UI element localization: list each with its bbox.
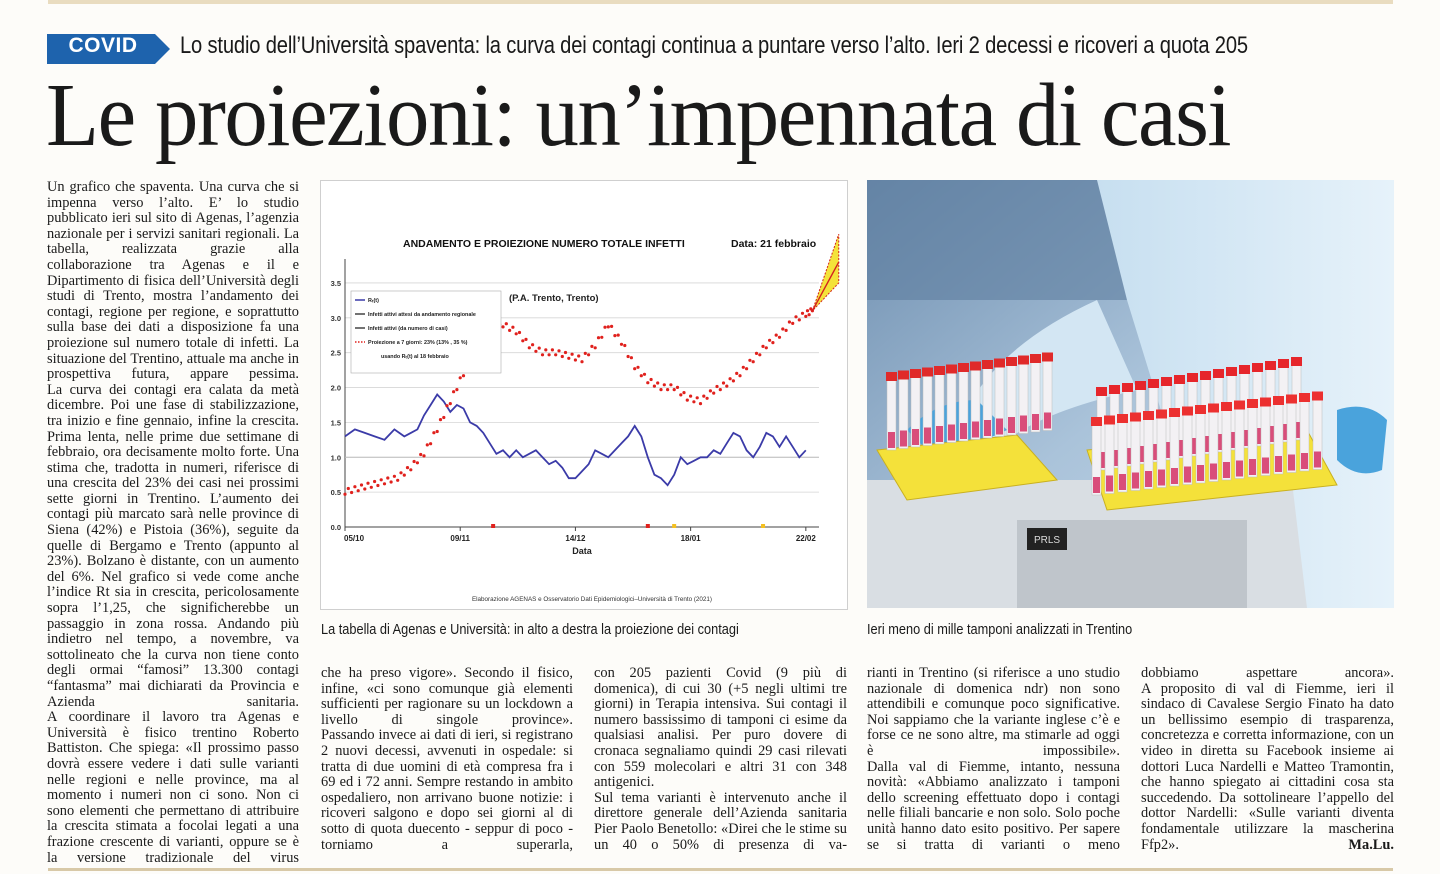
- tube-cap: [1213, 369, 1224, 378]
- infetti-point: [518, 331, 521, 334]
- infetti-point: [755, 352, 758, 355]
- infetti-point: [406, 466, 409, 469]
- infetti-point: [785, 329, 788, 332]
- tube-cap: [1042, 353, 1053, 362]
- infetti-point: [363, 487, 366, 490]
- tube-cap: [1234, 401, 1245, 410]
- infetti-point: [722, 381, 725, 384]
- tube-cap: [1195, 405, 1206, 414]
- headline: Le proiezioni: un’impennata di casi: [46, 66, 1231, 165]
- bottom-rule: [48, 868, 1393, 871]
- legend-entry: Infetti attivi attesi da andamento regionale: [368, 312, 476, 318]
- tube-cap: [1117, 414, 1128, 423]
- infetti-point: [548, 353, 551, 356]
- axis-marker: [491, 524, 495, 528]
- infetti-point: [646, 381, 649, 384]
- infetti-point: [370, 486, 373, 489]
- infetti-point: [561, 355, 564, 358]
- tube-cap: [1161, 377, 1172, 386]
- infetti-point: [653, 385, 656, 388]
- tube-sample: [1301, 453, 1308, 469]
- article-column-1: [47, 180, 299, 866]
- chart-date-label: Data: 21 febbraio: [731, 238, 817, 250]
- tube-sample: [924, 428, 931, 444]
- infetti-point: [442, 416, 445, 419]
- infetti-point: [613, 334, 616, 337]
- y-tick-label: 0.0: [330, 523, 341, 532]
- infetti-point: [590, 345, 593, 348]
- lab-photo-illustration: [867, 180, 1394, 608]
- infetti-point: [617, 334, 620, 337]
- tube-cap: [1278, 359, 1289, 368]
- tube-cap: [1247, 399, 1258, 408]
- tube-sample: [1119, 474, 1126, 490]
- tube-sample: [1236, 461, 1243, 477]
- legend-entry: Proiezione a 7 giorni: 23% (13% , 35 %): [368, 340, 468, 346]
- infetti-point: [459, 376, 462, 379]
- tube-sample: [960, 423, 967, 439]
- infetti-point: [432, 431, 435, 434]
- tube-sample: [1132, 473, 1139, 489]
- author-signature: Ma.Lu.: [1348, 836, 1394, 853]
- infetti-point: [396, 479, 399, 482]
- infetti-point: [511, 326, 514, 329]
- infetti-point: [580, 360, 583, 363]
- tube-cap: [1169, 408, 1180, 417]
- infetti-point: [376, 484, 379, 487]
- infetti-point: [390, 480, 393, 483]
- legend-entry: usando Rₜ(t) al 18 febbraio: [381, 354, 449, 360]
- infetti-point: [357, 489, 360, 492]
- tube-sample: [996, 419, 1003, 435]
- tube-sample: [1249, 459, 1256, 475]
- infetti-point: [666, 388, 669, 391]
- chart-figure: [320, 180, 848, 610]
- infetti-point: [659, 388, 662, 391]
- tube-cap: [946, 365, 957, 374]
- tube-cap: [970, 362, 981, 371]
- x-tick-label: 14/12: [565, 534, 586, 543]
- tube-sample: [1020, 416, 1027, 432]
- tube-sample: [1008, 417, 1015, 433]
- infetti-point: [735, 372, 738, 375]
- tube-cap: [1221, 402, 1232, 411]
- infetti-point: [416, 461, 419, 464]
- tube-cap: [1130, 413, 1141, 422]
- tube-cap: [982, 360, 993, 369]
- infetti-point: [501, 325, 504, 328]
- infetti-point: [455, 388, 458, 391]
- infetti-point: [709, 389, 712, 392]
- infetti-point: [781, 327, 784, 330]
- tube-cap: [1122, 383, 1133, 392]
- tube-sample: [1184, 467, 1191, 483]
- infetti-point: [600, 336, 603, 339]
- infetti-point: [462, 374, 465, 377]
- infetti-point: [630, 356, 633, 359]
- tube-sample: [1262, 458, 1269, 474]
- infetti-point: [732, 379, 735, 382]
- infetti-point: [571, 353, 574, 356]
- infetti-point: [699, 402, 702, 405]
- paragraph: Sul tema varianti è intervenuto anche il direttore generale dell’Azienda sanitaria Pier Paolo Benetollo: «Direi che le stime su un 40 o 50% di presenza di va-: [594, 789, 847, 853]
- infetti-point: [419, 453, 422, 456]
- infetti-point: [347, 487, 350, 490]
- paragraph: che ha preso vigore». Secondo il fisico, infine, «ci sono comunque già elementi sufficienti per ragionare su un lockdown a livello di singole province».: [321, 665, 573, 728]
- tube-cap: [1265, 361, 1276, 370]
- infetti-point: [610, 325, 613, 328]
- infetti-point: [627, 355, 630, 358]
- infetti-point: [373, 480, 376, 483]
- infetti-point: [541, 353, 544, 356]
- infetti-point: [650, 378, 653, 381]
- tube-sample: [888, 432, 895, 448]
- infetti-point: [544, 348, 547, 351]
- tube-cap: [886, 372, 897, 381]
- infetti-point: [636, 366, 639, 369]
- tube-sample: [936, 426, 943, 442]
- infetti-point: [528, 346, 531, 349]
- article-column-2: [321, 666, 573, 853]
- infetti-point: [508, 329, 511, 332]
- tube-cap: [1260, 398, 1271, 407]
- infetti-point: [686, 399, 689, 402]
- infetti-point: [393, 475, 396, 478]
- infetti-point: [712, 392, 715, 395]
- infetti-point: [422, 454, 425, 457]
- infetti-point: [669, 383, 672, 386]
- axis-marker: [646, 524, 650, 528]
- infetti-point: [383, 482, 386, 485]
- y-tick-label: 2.0: [330, 383, 341, 393]
- infetti-point: [505, 322, 508, 325]
- infetti-point: [343, 493, 346, 496]
- infetti-point: [360, 483, 363, 486]
- section-tag: [47, 34, 171, 64]
- tube-sample: [1093, 477, 1100, 493]
- x-axis-label: Data: [572, 546, 592, 556]
- tube-cap: [958, 363, 969, 372]
- infetti-point: [676, 386, 679, 389]
- infetti-point: [449, 402, 452, 405]
- infetti-point: [521, 339, 524, 342]
- infetti-point: [794, 315, 797, 318]
- infetti-point: [380, 478, 383, 481]
- infetti-point: [564, 351, 567, 354]
- infetti-point: [607, 325, 610, 328]
- infetti-point: [765, 346, 768, 349]
- infetti-point: [445, 404, 448, 407]
- axis-marker: [672, 524, 676, 528]
- paragraph-last: [1141, 682, 1394, 854]
- tube-cap: [1182, 407, 1193, 416]
- x-tick-label: 22/02: [795, 534, 816, 543]
- infetti-point: [551, 348, 554, 351]
- infetti-point: [439, 418, 442, 421]
- infetti-point: [679, 393, 682, 396]
- tube-sample: [1210, 464, 1217, 480]
- projection-band: [812, 234, 838, 311]
- tube-sample: [984, 420, 991, 436]
- paragraph: Passando invece ai dati di ieri, si registrano 2 nuovi decessi, avvenuti in ospedale: si tratta di due uomini di età compresa fra i 69 ed i 72 anni. Sempre restando in ambito ospedaliero, non arrivano buone notizie: i ricoveri salgono e dopo sei giorni al di sotto di quota duecento - seppur di poco - torniamo a superarla,: [321, 727, 573, 853]
- infetti-point: [801, 312, 804, 315]
- infetti-point: [752, 360, 755, 363]
- tube-cap: [922, 368, 933, 377]
- chart-caption: La tabella di Agenas e Università: in alto a destra la proiezione dei contagi: [321, 622, 739, 638]
- chart-source: Elaborazione AGENAS e Osservatorio Dati Epidemiologici–Università di Trento (2021): [471, 596, 713, 603]
- tube-sample: [1314, 452, 1321, 468]
- infetti-point: [524, 338, 527, 341]
- infetti-point: [436, 430, 439, 433]
- tube-cap: [1096, 387, 1107, 396]
- paragraph: La curva dei contagi era calata da metà dicembre. Poi une fase di stabilizzazione, tra inizio e fine gennaio, infine la crescita. Prima lenta, nelle prime due settimane di febbraio, ora decisamente molto forte. Una stima che, tradotta in numeri, riferisce di una crescita del 23% dei casi nei prossimi sette giorni in Trentino. L’aumento dei contagi più marcato sarà nelle province di Siena (42%) e Pistoia (36%), seguite da quelle di Bergamo e Trento (appunto al 23%). Bolzano è distante, con un aumento del 6%. Nel grafico si vede come anche l’indice Rt sia in crescita, pericolosamente sopra l’1,25, che significherebbe un passaggio in zona rossa. Andando più indietro nel tempo, a novembre, va sottolineato che la curva non tiene conto degli ormai “famosi” 13.300 contagi “fantasma” mai dichiarati da Provincia e Azienda sanitaria.: [47, 381, 299, 710]
- tube-cap: [1252, 363, 1263, 372]
- paragraph: rianti in Trentino (si riferisce a uno studio nazionale di domenica ndr) non sono attendibili e comunque poco significative. Noi sappiamo che la variante inglese c’è e forse ce ne sono altre, ma stimarle ad oggi è impossibile».: [867, 665, 1120, 759]
- paragraph: con 205 pazienti Covid (9 più di domenica), di cui 30 (+5 negli ultimi tre giorni) in Terapia intensiva. Sui contagi il numero bassissimo di tamponi ci esime da qualsiasi analisi. Per puro dovere di cronaca segnaliamo quindi 29 casi rilevati con 559 molecolari e altri 31 con 348 antigenici.: [594, 665, 847, 791]
- infetti-point: [715, 385, 718, 388]
- infetti-point: [366, 482, 369, 485]
- tube-sample: [948, 425, 955, 441]
- infetti-point: [587, 353, 590, 356]
- infetti-point: [771, 341, 774, 344]
- infetti-point: [725, 385, 728, 388]
- tube-cap: [1286, 395, 1297, 404]
- chart-svg: [321, 181, 847, 609]
- infetti-point: [603, 326, 606, 329]
- axis-marker: [761, 524, 765, 528]
- paragraph: dobbiamo aspettare ancora».: [1141, 665, 1394, 681]
- infetti-point: [768, 339, 771, 342]
- rt-series-line: [345, 395, 806, 486]
- tube-sample: [1275, 456, 1282, 472]
- lab-photo: [867, 180, 1394, 608]
- tube-sample: [1171, 468, 1178, 484]
- infetti-point: [515, 332, 518, 335]
- infetti-point: [409, 468, 412, 471]
- chart-annotation: (P.A. Trento, Trento): [509, 293, 599, 304]
- tube-cap: [1208, 404, 1219, 413]
- tube-sample: [900, 431, 907, 447]
- tube-cap: [1239, 365, 1250, 374]
- tube-cap: [994, 359, 1005, 368]
- section-tag-label: COVID: [68, 34, 138, 57]
- tube-cap: [1226, 367, 1237, 376]
- y-tick-label: 2.5: [330, 348, 341, 358]
- tube-cap: [1174, 375, 1185, 384]
- x-tick-label: 18/01: [680, 534, 701, 543]
- tube-cap: [1312, 392, 1323, 401]
- infetti-point: [689, 395, 692, 398]
- chart-title: ANDAMENTO E PROIEZIONE NUMERO TOTALE INFETTI: [403, 238, 685, 250]
- article-column-3: [594, 666, 847, 853]
- infetti-point: [692, 400, 695, 403]
- tube-cap: [1148, 379, 1159, 388]
- infetti-point: [386, 476, 389, 479]
- tube-sample: [1158, 470, 1165, 486]
- infetti-point: [429, 442, 432, 445]
- infetti-point: [729, 377, 732, 380]
- tube-cap: [1091, 417, 1102, 426]
- infetti-point: [791, 322, 794, 325]
- tube-cap: [1143, 411, 1154, 420]
- infetti-point: [696, 396, 699, 399]
- infetti-point: [719, 388, 722, 391]
- infetti-point: [567, 357, 570, 360]
- infetti-point: [656, 381, 659, 384]
- infetti-point: [620, 343, 623, 346]
- infetti-point: [758, 353, 761, 356]
- infetti-point: [682, 391, 685, 394]
- infetti-point: [745, 367, 748, 370]
- infetti-point: [426, 443, 429, 446]
- paragraph: Un grafico che spaventa. Una curva che si impenna verso l’alto. E’ lo studio pubblicato ieri sul sito di Agenas, l’agenzia nazionale per i servizi sanitari regionali. La tabella, realizzata grazie alla collaborazione tra Agenas e il e Dipartimento di fisica dell’Università degli studi di Trento, mostra l’andamento dei contagi, regione per regione, e soprattutto sulla base dei dati a disposizione fa una proiezione sul numero totale di infetti. La situazione del Trentino, attuale ma anche in prospettiva futura, appare pessima.: [47, 179, 299, 383]
- tube-cap: [1299, 393, 1310, 402]
- tube-sample: [1197, 465, 1204, 481]
- x-tick-label: 09/11: [450, 534, 470, 543]
- infetti-point: [350, 491, 353, 494]
- infetti-point: [531, 343, 534, 346]
- tube-cap: [1030, 354, 1041, 363]
- infetti-point: [452, 390, 455, 393]
- y-tick-label: 1.5: [330, 418, 341, 428]
- tube-sample: [1288, 455, 1295, 471]
- infetti-point: [778, 336, 781, 339]
- infetti-point: [673, 388, 676, 391]
- infetti-point: [761, 345, 764, 348]
- infetti-point: [702, 395, 705, 398]
- infetti-point: [399, 471, 402, 474]
- tube-sample: [1106, 476, 1113, 492]
- infetti-point: [788, 320, 791, 323]
- tube-cap: [1135, 381, 1146, 390]
- infetti-point: [748, 359, 751, 362]
- legend-entry: Rₜ(t): [368, 298, 379, 304]
- tube-sample: [972, 422, 979, 438]
- infetti-point: [806, 309, 809, 312]
- infetti-point: [594, 346, 597, 349]
- infetti-point: [413, 460, 416, 463]
- infetti-point: [742, 366, 745, 369]
- tube-cap: [1109, 385, 1120, 394]
- tube-cap: [898, 371, 909, 380]
- article-column-4: [867, 666, 1120, 853]
- infetti-point: [775, 334, 778, 337]
- tube-cap: [1273, 396, 1284, 405]
- infetti-point: [804, 315, 807, 318]
- tube-sample: [1223, 462, 1230, 478]
- infetti-point: [808, 313, 811, 316]
- infetti-point: [738, 374, 741, 377]
- y-tick-label: 1.0: [330, 453, 341, 463]
- legend-entry: Infetti attivi (da numero di casi): [368, 326, 448, 332]
- infetti-point: [403, 474, 406, 477]
- article-column-5: [1141, 666, 1394, 853]
- tube-cap: [1187, 373, 1198, 382]
- tube-cap: [1156, 410, 1167, 419]
- rack-label-text: PRLS: [1033, 535, 1061, 546]
- infetti-point: [706, 397, 709, 400]
- infetti-point: [798, 318, 801, 321]
- tube-cap: [1104, 416, 1115, 425]
- y-tick-label: 0.5: [330, 488, 341, 498]
- x-tick-label: 05/10: [344, 534, 365, 543]
- top-rule: [48, 0, 1393, 4]
- tube-cap: [1018, 356, 1029, 365]
- photo-caption: Ieri meno di mille tamponi analizzati in Trentino: [867, 622, 1133, 638]
- tube-cap: [1291, 357, 1302, 366]
- infetti-point: [353, 485, 356, 488]
- tube-cap: [934, 366, 945, 375]
- tube-cap: [910, 369, 921, 378]
- paragraph: Dalla val di Fiemme, intanto, nessuna novità: «Abbiamo analizzato i tamponi dello screening effettuato dopo i contagi nelle filiali bancarie e non solo. Solo poche unità hanno dato esito positivo. Per sapere se si tratta di varianti o meno: [867, 758, 1120, 853]
- tube-sample: [1044, 413, 1051, 429]
- y-tick-label: 3.0: [330, 313, 341, 323]
- infetti-point: [554, 353, 557, 356]
- infetti-point: [584, 352, 587, 355]
- infetti-point: [623, 344, 626, 347]
- infetti-point: [534, 350, 537, 353]
- paragraph-text: A proposito di val di Fiemme, ieri il sindaco di Cavalese Sergio Finato ha dato un bellissimo esempio di trasparenza, concretezza e corretta informazione, con un video in diretta su Facebook insieme ai dottori Luca Nardelli e Matteo Tramontin, che hanno spiegato ai cittadini cosa sta succedendo. Da sottolineare l’appello del dottor Nardelli: «Sulle varianti diventa fondamentale utilizzare la mascherina Ffp2».: [1141, 680, 1394, 853]
- kicker: Lo studio dell’Università spaventa: la curva dei contagi continua a puntare verso l’alto. Ieri 2 decessi e ricoveri a quota 205: [180, 32, 1248, 59]
- paragraph: A coordinare il lavoro tra Agenas e Università è fisico trentino Roberto Battiston. Che spiega: «Il prossimo passo dovrà essere vedere i dati sulle varianti nelle regioni e nelle province, ma al momento i numeri non ci sono. Non ci sono elementi che permettano di attribuire la crescita stimata a focolai legati a una frazione crescente di varianti, oppure se è la versione tradizionale del virus: [47, 709, 299, 866]
- infetti-point: [577, 354, 580, 357]
- tube-cap: [1006, 357, 1017, 366]
- infetti-point: [574, 358, 577, 361]
- tube-sample: [1145, 471, 1152, 487]
- infetti-point: [640, 374, 643, 377]
- infetti-point: [643, 373, 646, 376]
- y-tick-label: 3.5: [330, 278, 341, 288]
- tube-sample: [1032, 414, 1039, 430]
- tube-sample: [912, 429, 919, 445]
- infetti-point: [538, 347, 541, 350]
- infetti-point: [633, 367, 636, 370]
- infetti-point: [663, 383, 666, 386]
- infetti-point: [597, 336, 600, 339]
- tube-cap: [1200, 371, 1211, 380]
- infetti-point: [557, 349, 560, 352]
